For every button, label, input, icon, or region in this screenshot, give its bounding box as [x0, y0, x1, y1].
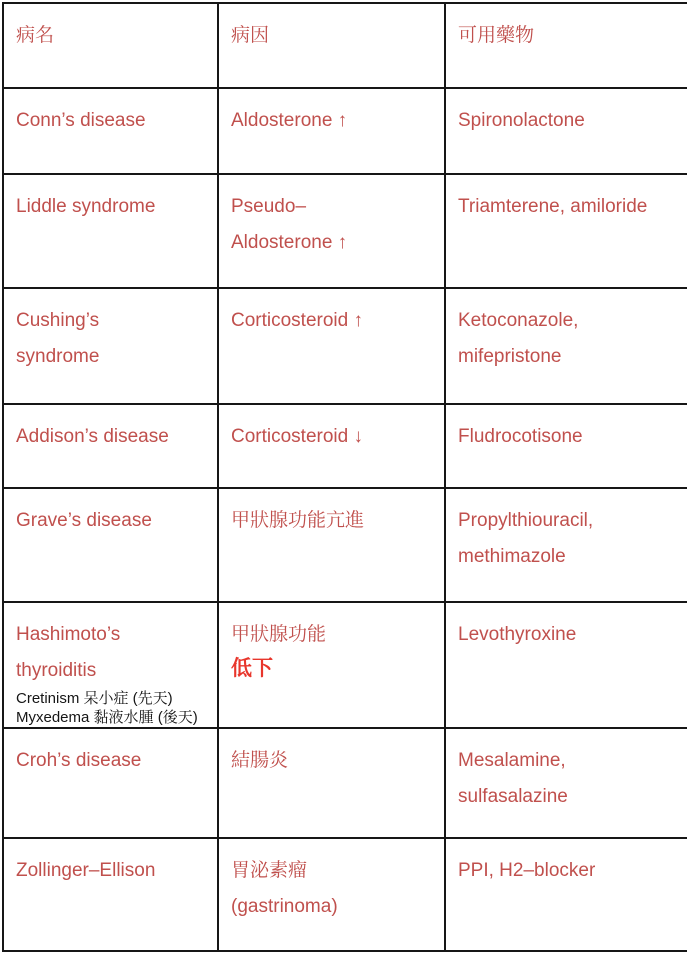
table-row-addisons-disease [4, 405, 687, 489]
cell-disease [4, 489, 219, 601]
cell-cause [219, 175, 446, 287]
cell-drugs [446, 729, 687, 837]
text-line: Conn’s disease [16, 110, 146, 131]
table-row-conns-disease [4, 89, 687, 175]
table-row-cushings-syndrome [4, 289, 687, 405]
header-row [4, 4, 687, 89]
table-row-crohs-disease [4, 729, 687, 839]
text-line: Cretinism 呆小症 (先天) [16, 690, 173, 707]
cell-drugs [446, 289, 687, 403]
disease-drug-table [2, 2, 687, 952]
table-row-hashimotos-thyroiditis [4, 603, 687, 729]
text-line: syndrome [16, 346, 100, 367]
text-line: (gastrinoma) [231, 896, 338, 917]
text-line: 結腸炎 [231, 750, 289, 771]
text-line: 甲狀腺功能亢進 [231, 510, 365, 531]
text-line: 病因 [231, 25, 270, 46]
text-line: 可用藥物 [458, 25, 535, 46]
text-line: Croh’s disease [16, 750, 142, 771]
text-line: Addison’s disease [16, 426, 169, 447]
cell-cause [219, 405, 446, 487]
cell-drugs [446, 489, 687, 601]
text-line: 胃泌素瘤 [231, 860, 308, 881]
text-line: Grave’s disease [16, 510, 152, 531]
table-row-zollinger-ellison [4, 839, 687, 952]
text-line: Triamterene, amiloride [458, 196, 648, 217]
text-line: 病名 [16, 25, 55, 46]
header-cell-drugs [446, 4, 687, 87]
text-line: Myxedema 黏液水腫 (後天) [16, 709, 198, 726]
text-line: Aldosterone ↑ [231, 232, 348, 253]
text-line: sulfasalazine [458, 786, 568, 807]
text-line: Corticosteroid ↓ [231, 426, 363, 447]
cell-cause [219, 89, 446, 173]
text-line: Propylthiouracil, [458, 510, 594, 531]
text-line: Levothyroxine [458, 624, 577, 645]
cell-drugs [446, 89, 687, 173]
text-line: Hashimoto’s [16, 624, 121, 645]
text-line: Mesalamine, [458, 750, 566, 771]
cell-disease [4, 289, 219, 403]
text-line: Cushing’s [16, 310, 100, 331]
cell-drugs [446, 839, 687, 950]
cell-cause [219, 603, 446, 727]
cell-disease [4, 405, 219, 487]
text-line: Zollinger–Ellison [16, 860, 156, 881]
cell-cause [219, 289, 446, 403]
text-line: methimazole [458, 546, 566, 567]
cell-drugs [446, 175, 687, 287]
text-line: Pseudo– [231, 196, 307, 217]
cell-drugs [446, 405, 687, 487]
text-line: Ketoconazole, [458, 310, 579, 331]
header-cell-cause [219, 4, 446, 87]
text-line: Fludrocotisone [458, 426, 583, 447]
table-row-liddle-syndrome [4, 175, 687, 289]
cell-disease [4, 603, 219, 727]
text-line: Corticosteroid ↑ [231, 310, 363, 331]
cell-cause [219, 839, 446, 950]
text-line: Liddle syndrome [16, 196, 156, 217]
text-line: Spironolactone [458, 110, 585, 131]
cell-disease [4, 175, 219, 287]
text-line: mifepristone [458, 346, 562, 367]
cell-cause [219, 489, 446, 601]
text-line: Aldosterone ↑ [231, 110, 348, 131]
text-line: PPI, H2–blocker [458, 860, 596, 881]
text-line: 甲狀腺功能 [231, 624, 327, 645]
cell-disease [4, 89, 219, 173]
cell-disease [4, 729, 219, 837]
cell-disease [4, 839, 219, 950]
cell-cause [219, 729, 446, 837]
text-line: thyroiditis [16, 660, 97, 681]
cell-drugs [446, 603, 687, 727]
text-line: 低下 [231, 657, 273, 680]
header-cell-disease [4, 4, 219, 87]
table-row-graves-disease [4, 489, 687, 603]
